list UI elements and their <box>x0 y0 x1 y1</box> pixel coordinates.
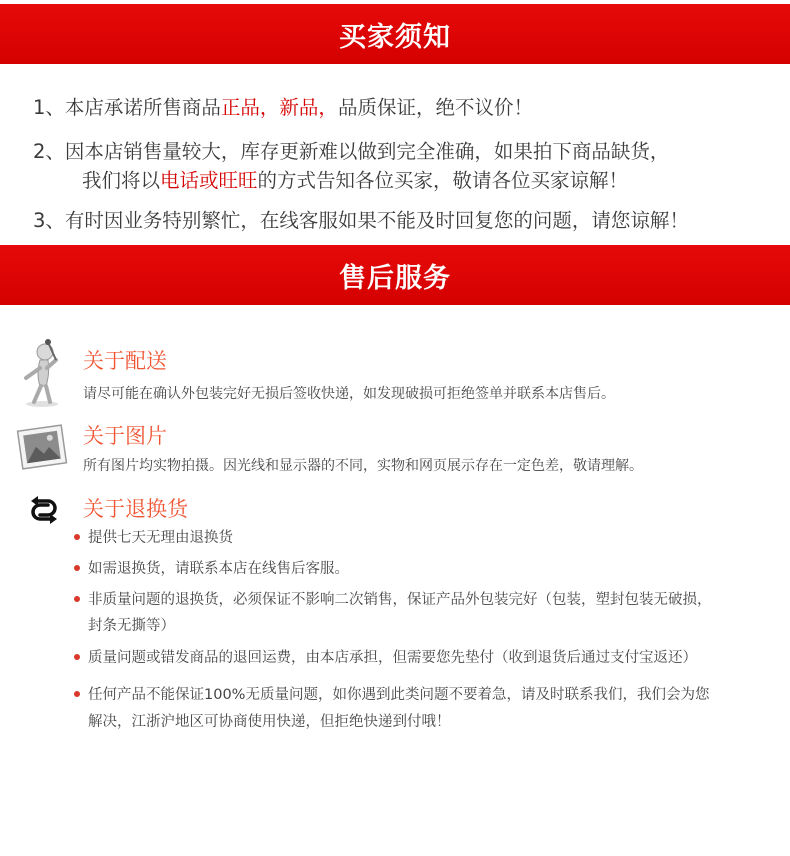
photo-frame-icon <box>16 422 68 472</box>
notice-1-highlight: 正品，新品， <box>220 96 338 119</box>
return-item-3-line-2: 封条无撕等） <box>88 618 175 634</box>
notice-1 <box>33 92 533 120</box>
delivery-title: 关于配送 <box>83 349 167 373</box>
return-item-5-line-2: 解决，江浙沪地区可协商使用快递，但拒绝快递到付哦！ <box>88 714 451 730</box>
notice-2-text-b: 的方式告知各位买家，敬请各位买家谅解！ <box>257 169 629 192</box>
swap-arrows-icon <box>26 495 62 525</box>
picture-title: 关于图片 <box>83 424 167 448</box>
notice-3: 3、有时因业务特别繁忙，在线客服如果不能及时回复您的问题，请您谅解！ <box>33 209 689 232</box>
return-item-2: 如需退换货，请联系本店在线售后客服。 <box>88 561 349 577</box>
return-item-4: 质量问题或错发商品的退回运费，由本店承担，但需要您先垫付（收到退货后通过支付宝返还） <box>88 650 697 666</box>
delivery-text: 请尽可能在确认外包装完好无损后签收快递，如发现破损可拒绝签单并联系本店售后。 <box>83 386 615 402</box>
return-item-5-line-1: 任何产品不能保证100%无质量问题，如你遇到此类问题不要着急，请及时联系我们，我们会为您 <box>88 687 710 703</box>
notice-2-text-a: 我们将以 <box>82 169 161 192</box>
bullet-dot <box>74 691 80 697</box>
return-item-1: 提供七天无理由退换货 <box>88 530 233 546</box>
notice-1-text-b: 品质保证，绝不议价！ <box>337 96 533 119</box>
banner-after-sales <box>0 245 790 305</box>
bullet-dot <box>74 534 80 540</box>
person-with-tool-icon <box>18 338 68 410</box>
notice-1-text-a: 1、本店承诺所售商品 <box>33 96 221 119</box>
bullet-dot <box>74 596 80 602</box>
bullet-dot <box>74 654 80 660</box>
bullet-dot <box>74 565 80 571</box>
return-title: 关于退换货 <box>83 497 188 521</box>
banner-buyer-notice <box>0 4 790 64</box>
banner-after-sales-title: 售后服务 <box>339 262 451 294</box>
notice-2-line-2 <box>82 165 628 193</box>
notice-2-line-1: 2、因本店销售量较大，库存更新难以做到完全准确，如果拍下商品缺货， <box>33 140 670 163</box>
notice-2-highlight: 电话或旺旺 <box>160 169 258 192</box>
return-item-3-line-1: 非质量问题的退换货，必须保证不影响二次销售，保证产品外包装完好（包装，塑封包装无破损， <box>88 592 712 608</box>
picture-text: 所有图片均实物拍摄。因光线和显示器的不同，实物和网页展示存在一定色差，敬请理解。 <box>83 458 643 474</box>
banner-buyer-notice-title: 买家须知 <box>339 21 451 53</box>
